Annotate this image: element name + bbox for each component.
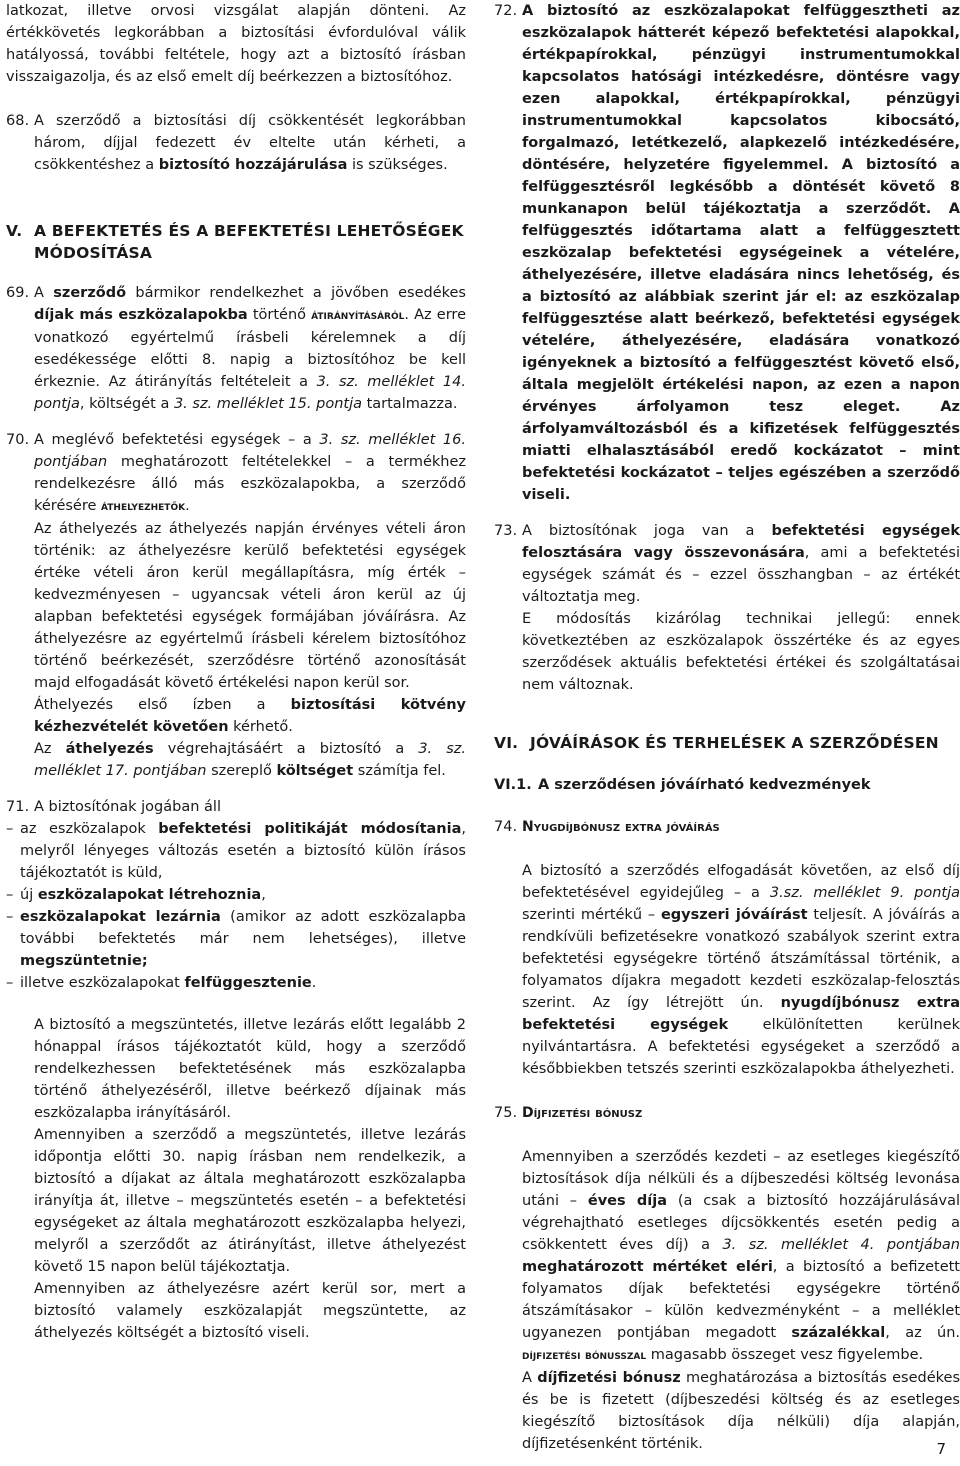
paragraph-75-text-2 (494, 1367, 960, 1455)
right-column (494, 0, 960, 1455)
text-run: bármikor rendelkezhet a jövőben esedékes (126, 285, 466, 301)
text-run-bold: áthelyezés (65, 741, 154, 757)
list-item (6, 818, 466, 884)
text-run: is szükséges. (347, 157, 448, 173)
text-run-bold: eszközalapokat lezárnia (20, 909, 221, 925)
paragraph-text (522, 520, 960, 608)
paragraph-number: 69. (6, 285, 30, 301)
text-run: meghatározása a biztosítás esedékes és be is fizetett (díjbeszedési költség és az esetleges kiegészítő biztosítások díja nélküli) díja alapján, díjfizetésenként történik. (522, 1370, 960, 1452)
text-run: A szerződő a biztosítási díj csökkentését legkorábban három, díjjal fedezett év eltelte után kérheti, a csökkentéshez a (34, 113, 466, 173)
text-run-bold: felfüggesztenie (184, 975, 312, 991)
list-item (6, 972, 466, 994)
text-run: , melyről lényeges változás esetén a biztosító külön írásos tájékoztatót is küld, (20, 821, 466, 881)
paragraph-70-text-4 (6, 738, 466, 782)
paragraph-73-text-2: E módosítás kizárólag technikai jellegű: ennek következtében az eszközalapok összértéke és az egyes szerződések aktuális befektetési értékei és szolgáltatásai nem változnak. (522, 611, 960, 693)
paragraph-71-text-3: Amennyiben a szerződő a megszüntetés, illetve lezárás időpontja előtti 30. napig írásban nem rendelkezik, a biztosító a díjakat az általa meghatározott eszközalapba irányítja át, illetve – megszüntetés esetén – a befektetési egységeket az általa meghatározott eszközalapba helyezi, melyről a szerződőt az átirányítást, illetve áthelyezést követő 15 napon belül tájékoztatja. (34, 1127, 466, 1275)
text-run: Amennyiben a szerződés kezdeti – az esetleges kiegészítő biztosítások díja nélküli és a díjbeszedési költség levonása utáni – (522, 1149, 960, 1209)
text-run-smallcaps: áthelyezhetők (101, 499, 186, 514)
text-run: elkülönítetten kerülnek nyilvántartásra. A befektetési egységeket a szerződő a későbbiekben tetszés szerinti eszközalapokba áthelyezheti. (522, 1017, 960, 1077)
paragraph-title: Díjfizetési bónusz (522, 1105, 643, 1121)
text-run: számítja fel. (353, 763, 446, 779)
text-run: , költségét a (79, 396, 174, 412)
text-run: A biztosítónak joga van a (522, 523, 772, 539)
text-run: , az ún. (885, 1325, 960, 1341)
page-number: 7 (936, 1440, 946, 1458)
text-run-bold: díjak más eszközalapokba (34, 307, 248, 323)
paragraph-text (34, 282, 466, 415)
paragraph-71-text-4: Amennyiben az áthelyezésre azért kerül sor, mert a biztosító valamely eszközalapját megszüntette, az áthelyezés költségét a biztosító viseli. (34, 1281, 466, 1341)
text-run: A (522, 1370, 538, 1386)
text-run: . (311, 975, 317, 991)
text-run-bold: éves díja (587, 1193, 668, 1209)
list-item (6, 906, 466, 972)
text-run: az eszközalapok (20, 821, 159, 837)
text-run: Az (34, 741, 66, 757)
text-run-bold: megszüntetnie; (20, 953, 148, 969)
text-run: kérhető. (228, 719, 293, 735)
section-number: VI.1. (494, 777, 532, 793)
text-run-bold: biztosítási kötvény kézhezvételét követően (34, 697, 466, 735)
text-run-italic: 3.sz. melléklet 9. pontja (769, 885, 960, 901)
section-title: A szerződésen jóváírható kedvezmények (538, 777, 871, 793)
text-run-bold: egyszeri jóváírást (660, 907, 808, 923)
paragraph-70 (6, 429, 466, 518)
paragraph-73 (494, 520, 960, 608)
paragraph-number: 72. (494, 3, 518, 19)
text-run: történő (247, 307, 312, 323)
text-run-bold: százalékkal (791, 1325, 886, 1341)
text-run: A meglévő befektetési egységek – a (34, 432, 320, 448)
text-run-italic: 3. sz. melléklet 16. pontjában (34, 432, 466, 470)
paragraph-number: 73. (494, 523, 518, 539)
text-run: , (261, 887, 266, 903)
paragraph-71-text-2: A biztosító a megszüntetés, illetve lezárás előtt legalább 2 hónappal írásos tájékoztatót küld, hogy a szerződő rendelkezhessen befektetésének más eszközalapba történő áthelyezéséről, illetve beérkező díjainak más eszközalapba irányításáról. (34, 1017, 466, 1121)
text-run: szereplő (206, 763, 277, 779)
text-run-italic: 3. sz. melléklet 15. pontja (173, 396, 362, 412)
section-number: V. (6, 222, 23, 240)
text-run: . Az erre vonatkozó egyértelmű írásbeli kérelemnek a díj esedékessége előtti 8. napig a biztosítóhoz be kell érkeznie. Az átirányítás feltételeit a (34, 307, 466, 390)
section-number: VI. (494, 734, 519, 752)
text-run: . (185, 498, 190, 514)
text-run: szerinti mértékű – (522, 907, 661, 923)
section-vi-heading (494, 732, 960, 754)
paragraph-72 (494, 0, 960, 506)
text-run-bold: befektetési egységek felosztására vagy összevonására (522, 523, 960, 561)
paragraph-71 (6, 796, 466, 818)
text-run: meghatározott feltételekkel – a termékhez rendelkezésre álló más eszközalapokba, a szerződő kérésére (34, 454, 466, 514)
paragraph-75-heading (494, 1102, 960, 1124)
section-title: A BEFEKTETÉS ÉS A BEFEKTETÉSI LEHETŐSÉGEK MÓDOSÍTÁSA (34, 222, 464, 262)
section-title: JÓVÁÍRÁSOK ÉS TERHELÉSEK A SZERZŐDÉSEN (530, 734, 939, 752)
section-vi1-heading (494, 774, 960, 796)
paragraph-title: Nyugdíjbónusz extra jóváírás (522, 819, 720, 835)
paragraph-70-text-3 (6, 694, 466, 738)
text-run: tartalmazza. (361, 396, 458, 412)
paragraph-number: 68. (6, 113, 30, 129)
text-run-italic: 3. sz. melléklet 14. pontja (34, 374, 466, 412)
text-run-bold: eszközalapokat létrehoznia (37, 887, 262, 903)
text-run-italic: 3. sz. melléklet 17. pontjában (34, 741, 466, 779)
text-run-bold: befektetési politikáját módosítania (158, 821, 462, 837)
text-run: (a csak a biztosító hozzájárulásával végrehajtható esetleges díjcsökkentés esetén pedig a csökkentett éves díj) a (522, 1193, 960, 1253)
paragraph-number: 75. (494, 1105, 518, 1121)
paragraph-69 (6, 282, 466, 415)
text-run-bold: díjfizetési bónusz (537, 1370, 681, 1386)
paragraph-number: 71. (6, 799, 30, 815)
text-run-bold: szerződő (53, 285, 127, 301)
paragraph-number: 74. (494, 819, 518, 835)
text-run: Áthelyezés első ízben a (34, 697, 291, 713)
text-run-smallcaps: átirányításáról (311, 308, 405, 323)
paragraph-68 (6, 110, 466, 176)
paragraph-text: A biztosítónak jogában áll (34, 799, 221, 815)
paragraph-text: A biztosító az eszközalapokat felfüggesztheti az eszközalapok hátterét képező befektetési alapokkal, értékpapírokkal, pénzügyi instrumentumokkal kapcsolatos hatósági intézkedésre, döntésre vagy ezen alapokkal, értékpapírokkal, pénzügyi instrumentumokkal kapcsolatos kibocsátó, forgalmazó, letétkezelő, alapkezelő intézkedésére, döntésére, helyzetére figyelemmel. A biztosító a felfüggesztésről legkésőbb a döntését követő 8 munkanapon belül tájékoztatja a szerződőt. A felfüggesztés időtartama alatt a felfüggesztett eszközalap befektetési egységeinek a vételére, áthelyezésére, illetve eladására nincs lehetőség, és a biztosító az alábbiak szerint jár el: az eszközalap felfüggesztése alatt beérkező, befektetési egységek vételére, áthelyezésére, eladására vonatkozó igényeknek a biztosító a felfüggesztést követő első, általa megjelölt értékelési napon, az ezen a napon érvényes árfolyamon tesz eleget. Az árfolyamváltozásból és a kifizetések felfüggesztés miatti elhalasztásából eredő kockázatot – mint befektetési kockázatot – teljes egészében a szerződő viseli. (522, 3, 960, 503)
paragraph-number: 70. (6, 432, 30, 448)
paragraph-75-text (494, 1146, 960, 1367)
text-run: , ami a befektetési egységek számát és – ezzel összhangban – az értékét változtatja meg. (522, 545, 960, 605)
paragraph-70-text-2: Az áthelyezés az áthelyezés napján érvényes vételi áron történik: az áthelyezésre kerülő befektetési egységek értéke vételi áron kerül megállapításra, míg érték – kedvezményesen – ugyancsak vételi áron kerül az új alapban befektetési egységek formájában jóváírásra. Az áthelyezésre az egyértelmű írásbeli kérelem biztosítóhoz történő beérkezését, szerződésre történő azonosítását majd elfogadását követő értékelési napon kerül sor. (34, 521, 466, 691)
text-run: új (20, 887, 38, 903)
paragraph-74-heading (494, 816, 960, 838)
paragraph-text (34, 429, 466, 518)
intro-paragraph: latkozat, illetve orvosi vizsgálat alapján dönteni. Az értékkövetés legkorábban a biztosítási évfordulóval válik hatályossá, további feltétele, hogy azt a biztosító írásban visszaigazolja, és az első emelt díj beérkezzen a biztosítóhoz. (6, 3, 466, 85)
left-column (6, 0, 466, 1344)
text-run-bold: meghatározott mértéket eléri (522, 1259, 773, 1275)
text-run: A biztosító a szerződés elfogadását követően, az első díj befektetésével egyidejűleg – a (522, 863, 960, 901)
text-run-bold: nyugdíjbónusz extra befektetési egységek (522, 995, 960, 1033)
text-run: illetve eszközalapokat (20, 975, 185, 991)
text-run: A (34, 285, 54, 301)
text-run-smallcaps: díjfizetési bónusszal (522, 1348, 647, 1363)
text-run: (amikor az adott eszközalapba további befektetés már nem lehetséges), illetve (20, 909, 466, 947)
list-item (6, 884, 466, 906)
text-run: teljesít. A jóváírás a rendkívüli befizetésekre vonatkozó szabályok szerint extra befektetési egységekre történő átszámítással történik, a folyamatos díjakra megadott kezdeti eszközalap-felosztás szerint. Az így létrejött ún. (522, 907, 960, 1011)
text-run: magasabb összeget vesz figyelembe. (646, 1347, 924, 1363)
text-run-bold: biztosító hozzájárulása (158, 157, 348, 173)
text-run: végrehajtásáért a biztosító a (153, 741, 419, 757)
paragraph-71-list (6, 818, 466, 994)
text-run-bold: költséget (276, 763, 354, 779)
section-v-heading (6, 220, 466, 264)
paragraph-text (34, 110, 466, 176)
paragraph-74-text (494, 860, 960, 1080)
text-run: , a biztosító a befizetett folyamatos díjak befektetési egységekre történő átszámításakor – külön kedvezményként – a melléklet ugyanezen pontjában megadott (522, 1259, 960, 1341)
text-run-italic: 3. sz. melléklet 4. pontjában (722, 1237, 960, 1253)
